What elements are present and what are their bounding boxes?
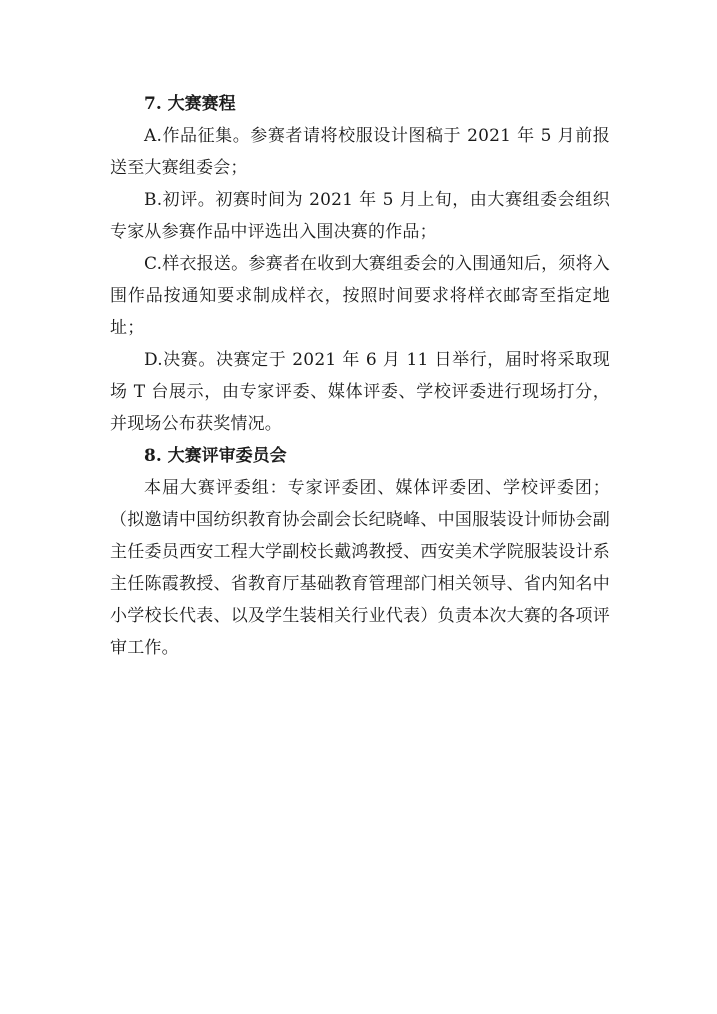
- schedule-item-b: B.初评。初赛时间为 2021 年 5 月上旬，由大赛组委会组织专家从参赛作品中评选出入围决赛的作品；: [110, 190, 610, 242]
- section-heading-committee: 8. 大赛评审委员会: [144, 446, 287, 466]
- schedule-item-c: C.样衣报送。参赛者在收到大赛组委会的入围通知后，须将入围作品按通知要求制成样衣，按照时间要求将样衣邮寄至指定地址；: [110, 254, 610, 338]
- section-heading-schedule: 7. 大赛赛程: [144, 94, 236, 114]
- schedule-item-a: A.作品征集。参赛者请将校服设计图稿于 2021 年 5 月前报送至大赛组委会；: [110, 126, 610, 178]
- committee-paragraph: 本届大赛评委组：专家评委团、媒体评委团、学校评委团；（拟邀请中国纺织教育协会副会长纪晓峰、中国服装设计师协会副主任委员西安工程大学副校长戴鸿教授、西安美术学院服装设计系主任陈霞教授、省教育厅基础教育管理部门相关领导、省内知名中小学校长代表、以及学生装相关行业代表）负责本次大赛的各项评审工作。: [110, 478, 610, 658]
- schedule-item-d: D.决赛。决赛定于 2021 年 6 月 11 日举行，届时将采取现场 T 台展示，由专家评委、媒体评委、学校评委进行现场打分，并现场公布获奖情况。: [110, 350, 610, 434]
- document-body: [110, 88, 610, 664]
